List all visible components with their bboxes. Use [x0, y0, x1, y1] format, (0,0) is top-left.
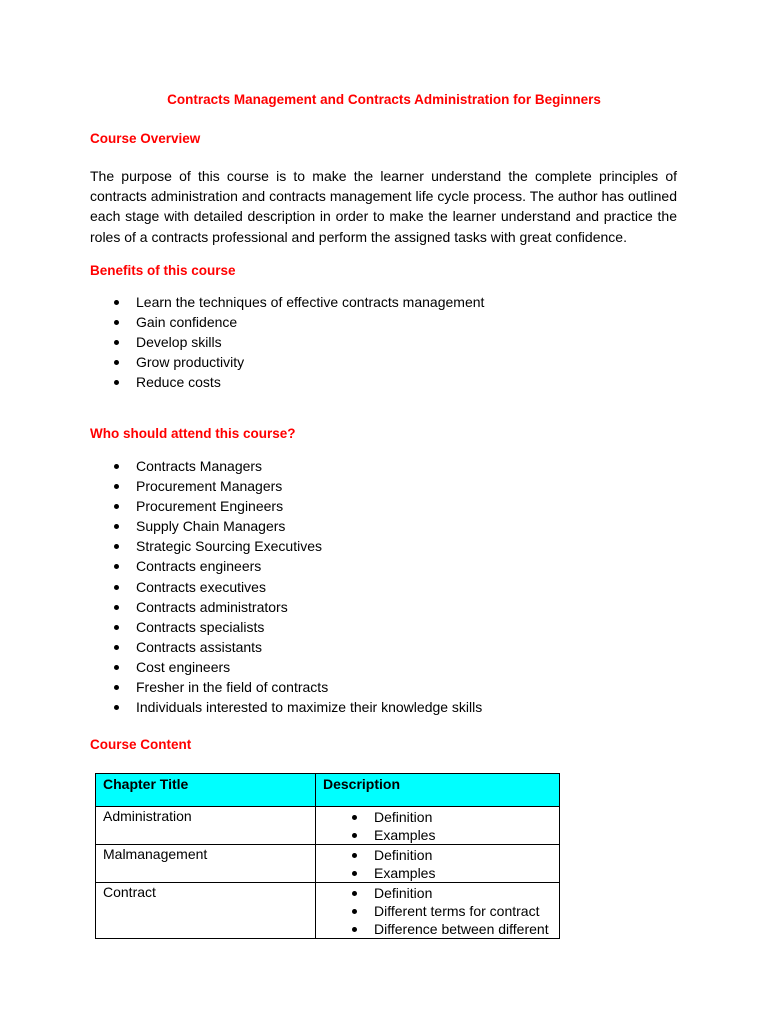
table-row	[96, 845, 560, 883]
list-item: Procurement Managers	[110, 476, 482, 496]
list-item: Gain confidence	[110, 312, 484, 332]
description-cell	[316, 883, 560, 939]
list-item: Contracts executives	[110, 577, 482, 597]
list-item: Develop skills	[110, 332, 484, 352]
list-item: Contracts administrators	[110, 597, 482, 617]
description-list	[323, 884, 553, 938]
audience-list	[110, 456, 482, 717]
description-list	[323, 808, 553, 844]
list-item: Difference between different	[348, 920, 553, 938]
table-row	[96, 883, 560, 939]
list-item: Definition	[348, 884, 553, 902]
description-cell	[316, 807, 560, 845]
list-item: Examples	[348, 826, 553, 844]
list-item: Reduce costs	[110, 372, 484, 392]
list-item: Individuals interested to maximize their knowledge skills	[110, 697, 482, 717]
chapter-title-cell: Administration	[96, 807, 316, 845]
document-title: Contracts Management and Contracts Administration for Beginners	[167, 92, 601, 107]
list-item: Different terms for contract	[348, 902, 553, 920]
list-item: Strategic Sourcing Executives	[110, 536, 482, 556]
list-item: Contracts Managers	[110, 456, 482, 476]
course-overview-paragraph: The purpose of this course is to make the learner understand the complete principles of contracts administration and contracts management life cycle process. The author has outlined each stage with detailed description in order to make the learner understand and practice the roles of a contracts professional and perform the assigned tasks with great confidence.	[90, 168, 677, 245]
description-list	[323, 846, 553, 882]
list-item: Contracts engineers	[110, 556, 482, 576]
course-content-heading: Course Content	[90, 737, 192, 752]
column-header-description: Description	[316, 774, 560, 807]
column-header-chapter-title: Chapter Title	[96, 774, 316, 807]
list-item: Learn the techniques of effective contracts management	[110, 292, 484, 312]
list-item: Contracts assistants	[110, 637, 482, 657]
chapter-title-cell: Contract	[96, 883, 316, 939]
list-item: Procurement Engineers	[110, 496, 482, 516]
list-item: Definition	[348, 808, 553, 826]
list-item: Grow productivity	[110, 352, 484, 372]
course-content-table	[95, 773, 560, 939]
benefits-heading: Benefits of this course	[90, 263, 236, 278]
table-row	[96, 807, 560, 845]
list-item: Definition	[348, 846, 553, 864]
audience-heading: Who should attend this course?	[90, 426, 296, 441]
list-item: Contracts specialists	[110, 617, 482, 637]
description-cell	[316, 845, 560, 883]
course-overview-heading: Course Overview	[90, 131, 201, 146]
list-item: Examples	[348, 864, 553, 882]
list-item: Cost engineers	[110, 657, 482, 677]
chapter-title-cell: Malmanagement	[96, 845, 316, 883]
list-item: Fresher in the field of contracts	[110, 677, 482, 697]
list-item: Supply Chain Managers	[110, 516, 482, 536]
table-header-row	[96, 774, 560, 807]
benefits-list	[110, 292, 484, 392]
